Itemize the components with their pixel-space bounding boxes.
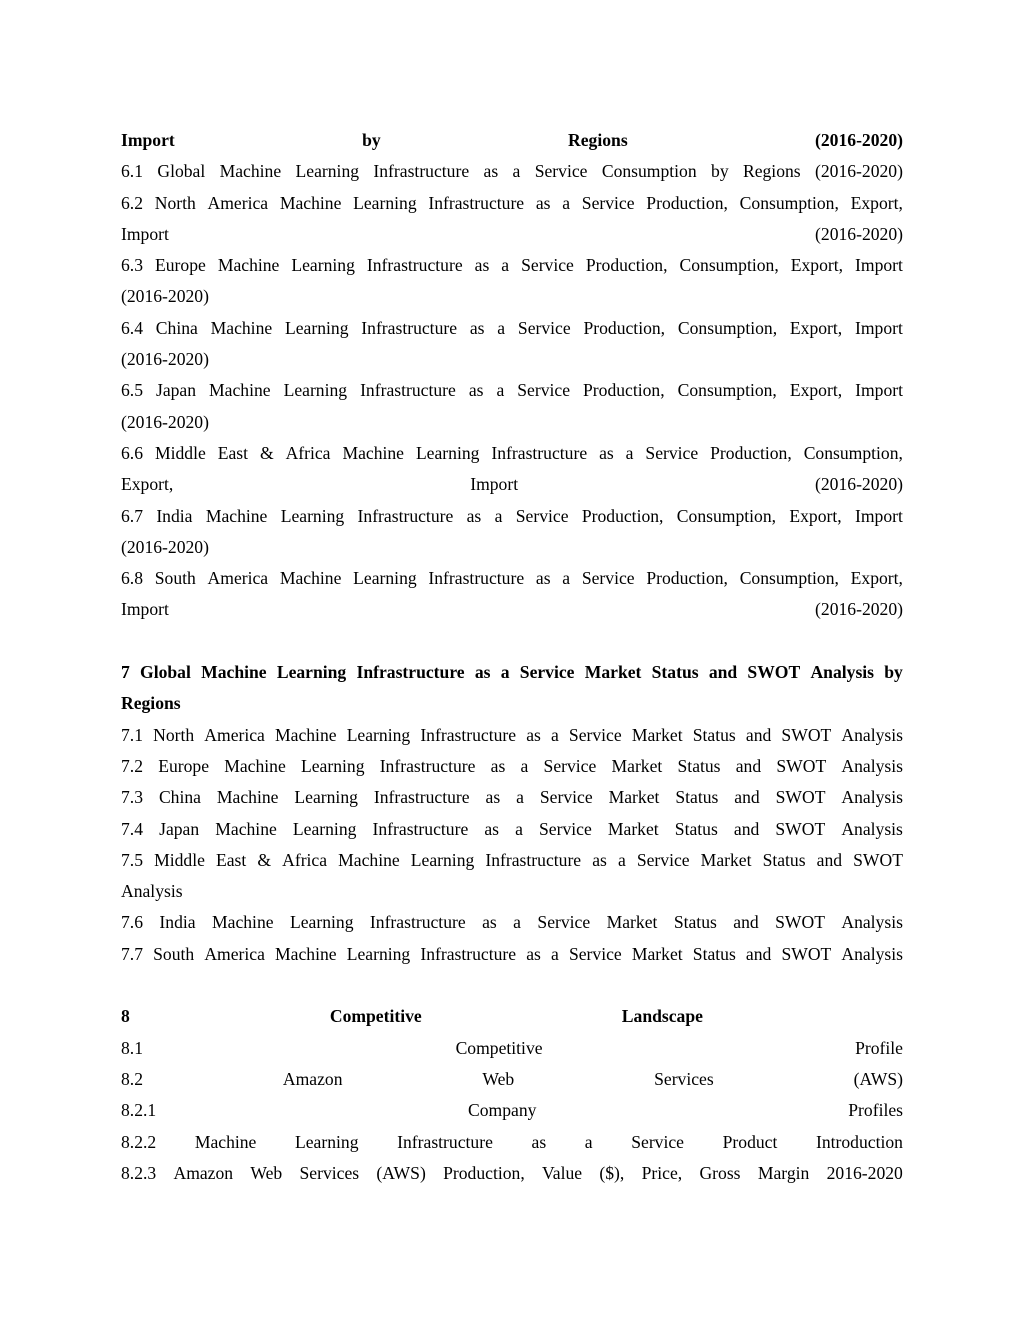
toc-word: South	[153, 943, 195, 964]
toc-line	[121, 1095, 903, 1126]
toc-word: Learning	[284, 317, 349, 338]
table-of-contents	[121, 125, 903, 1189]
toc-word: Infrastructure	[356, 662, 465, 683]
toc-word: 6.1	[121, 161, 143, 182]
toc-word: Service	[636, 849, 690, 870]
toc-line: (2016-2020)	[121, 411, 209, 432]
toc-line	[121, 1127, 903, 1158]
toc-word: India	[156, 505, 193, 526]
toc-word: Consumption,	[679, 255, 779, 276]
toc-word: and	[816, 849, 843, 870]
toc-word: Middle	[154, 442, 206, 463]
toc-word: Production,	[646, 192, 728, 213]
toc-word: Machine	[194, 1131, 257, 1152]
toc-word: as	[485, 787, 501, 808]
toc-word: 8	[121, 1006, 130, 1027]
toc-word: Consumption,	[677, 317, 778, 338]
toc-line	[121, 563, 903, 594]
toc-word: China	[155, 317, 198, 338]
toc-word: Learning	[415, 442, 480, 463]
toc-word: 7.4	[121, 818, 143, 839]
toc-word: Status	[673, 912, 717, 933]
toc-word: Price,	[641, 1162, 683, 1183]
toc-word: 2016-2020	[826, 1162, 903, 1183]
toc-word: (AWS)	[376, 1162, 426, 1183]
toc-word: Service	[645, 442, 699, 463]
toc-word: Consumption,	[676, 505, 777, 526]
toc-word: America	[207, 568, 269, 589]
toc-word: Analysis	[810, 662, 875, 683]
toc-word: Production,	[585, 255, 668, 276]
toc-word: &	[259, 442, 274, 463]
toc-word: 6.5	[121, 380, 143, 401]
toc-word: Analysis	[841, 787, 903, 808]
toc-word: a	[562, 192, 571, 213]
toc-word: Status	[675, 787, 719, 808]
toc-word: Global	[157, 161, 206, 182]
toc-line: (2016-2020)	[121, 286, 209, 307]
toc-word: Service	[539, 787, 593, 808]
toc-word: as	[526, 943, 541, 964]
toc-word: Import	[470, 474, 519, 495]
toc-word: Machine	[212, 912, 274, 933]
toc-word: Africa	[285, 442, 331, 463]
toc-word: a	[551, 943, 559, 964]
toc-word: Machine	[209, 380, 271, 401]
toc-word: East	[215, 849, 247, 870]
toc-word: Market	[631, 724, 683, 745]
toc-word: Export,	[789, 317, 843, 338]
toc-line: (2016-2020)	[121, 536, 209, 557]
section-heading	[121, 1001, 903, 1032]
toc-word: Machine	[224, 755, 286, 776]
toc-word: a	[516, 787, 524, 808]
toc-word: Learning	[280, 505, 345, 526]
toc-word: China	[158, 787, 201, 808]
toc-word: Consumption,	[803, 442, 903, 463]
toc-word: Web	[482, 1068, 515, 1089]
toc-word: Machine	[201, 662, 267, 683]
toc-line: Analysis	[121, 881, 183, 902]
toc-word: Market	[631, 943, 683, 964]
toc-word: America	[204, 943, 265, 964]
toc-word: Infrastructure	[357, 505, 454, 526]
toc-word: 7	[121, 662, 130, 683]
toc-word: and	[745, 724, 772, 745]
toc-word: 7.2	[121, 755, 143, 776]
toc-word: Learning	[294, 787, 358, 808]
toc-word: Production,	[583, 380, 665, 401]
toc-word: 8.2.3	[121, 1162, 157, 1183]
toc-word: and	[733, 818, 760, 839]
section-spacer	[121, 970, 903, 1001]
toc-word: Africa	[282, 849, 328, 870]
toc-word: (2016-2020)	[815, 130, 903, 150]
toc-word: Analysis	[841, 818, 903, 839]
toc-word: North	[154, 192, 196, 213]
toc-word: a	[500, 662, 510, 683]
toc-word: (2016-2020)	[815, 474, 903, 495]
toc-word: as	[474, 662, 491, 683]
toc-word: Service	[537, 912, 591, 933]
toc-word: Market	[700, 849, 752, 870]
toc-word: as	[474, 255, 490, 276]
section-spacer	[121, 626, 903, 657]
toc-word: a	[497, 317, 506, 338]
toc-line	[121, 1033, 903, 1064]
toc-word: Analysis	[841, 943, 903, 964]
toc-word: Service	[568, 943, 622, 964]
toc-word: Export,	[789, 380, 843, 401]
toc-word: Amazon	[173, 1162, 234, 1183]
toc-word: Learning	[295, 1131, 359, 1152]
toc-word: Learning	[283, 380, 348, 401]
toc-word: as	[482, 912, 497, 933]
toc-word: Learning	[353, 568, 417, 589]
toc-word: Competitive	[455, 1037, 543, 1058]
toc-line	[121, 782, 903, 813]
toc-line	[121, 250, 903, 281]
toc-word: Import	[855, 255, 903, 276]
toc-word: SWOT	[781, 724, 832, 745]
toc-word: Product	[722, 1131, 778, 1152]
toc-word: Infrastructure	[491, 442, 588, 463]
toc-word: SWOT	[775, 787, 826, 808]
toc-word: as	[466, 505, 482, 526]
toc-word: ($),	[599, 1162, 625, 1183]
toc-word: and	[733, 912, 759, 933]
toc-word: Import	[855, 317, 903, 338]
toc-word: Machine	[279, 192, 342, 213]
toc-word: 6.3	[121, 255, 143, 276]
toc-word: Infrastructure	[372, 818, 469, 839]
toc-word: Regions	[568, 130, 628, 150]
toc-word: Infrastructure	[485, 849, 582, 870]
toc-word: East	[217, 442, 248, 463]
toc-word: as	[599, 442, 614, 463]
toc-word: Machine	[217, 255, 280, 276]
toc-word: 8.1	[121, 1037, 143, 1058]
toc-line	[121, 845, 903, 876]
toc-word: Infrastructure	[366, 255, 463, 276]
toc-word: Europe	[158, 755, 210, 776]
toc-word: Import	[121, 599, 169, 620]
toc-line	[121, 720, 903, 751]
toc-word: as	[526, 724, 541, 745]
toc-word: as	[469, 317, 485, 338]
toc-word: Machine	[215, 818, 277, 839]
toc-word: 7.1	[121, 724, 143, 745]
toc-word: Machine	[210, 317, 273, 338]
toc-line	[121, 751, 903, 782]
toc-word: 7.5	[121, 849, 143, 870]
toc-word: as	[592, 849, 607, 870]
toc-word: Status	[762, 849, 806, 870]
toc-word: South	[154, 568, 196, 589]
toc-word: Learning	[276, 662, 347, 683]
section-heading	[121, 657, 903, 688]
toc-word: Service	[515, 505, 569, 526]
toc-word: 6.4	[121, 317, 143, 338]
toc-word: SWOT	[775, 818, 826, 839]
toc-word: Export,	[850, 568, 903, 589]
toc-word: Import	[121, 130, 175, 150]
toc-word: as	[484, 818, 500, 839]
toc-word: as	[490, 755, 506, 776]
toc-word: Machine	[275, 724, 337, 745]
toc-word: Production,	[710, 442, 792, 463]
toc-word: a	[501, 255, 510, 276]
toc-word: as	[531, 1131, 547, 1152]
toc-word: by	[711, 161, 729, 182]
toc-word: 7.3	[121, 787, 143, 808]
toc-word: (2016-2020)	[815, 223, 903, 244]
toc-word: (AWS)	[853, 1068, 903, 1089]
toc-word: Service	[521, 255, 574, 276]
toc-word: Infrastructure	[428, 192, 525, 213]
toc-word: a	[520, 755, 529, 776]
toc-word: Infrastructure	[361, 317, 458, 338]
toc-word: Machine	[219, 161, 282, 182]
toc-word: Market	[584, 662, 642, 683]
toc-word: Service	[519, 662, 575, 683]
toc-word: &	[257, 849, 272, 870]
toc-word: Margin	[757, 1162, 810, 1183]
toc-word: Competitive	[329, 1006, 422, 1027]
toc-word: 6.7	[121, 505, 143, 526]
toc-word: Amazon	[282, 1068, 343, 1089]
toc-word: Status	[651, 662, 699, 683]
toc-word: Service	[631, 1131, 684, 1152]
toc-word: Service	[517, 317, 571, 338]
toc-word: Export,	[790, 255, 844, 276]
toc-word: 8.2	[121, 1068, 143, 1089]
toc-word: Europe	[155, 255, 206, 276]
toc-word: a	[494, 505, 503, 526]
toc-word: a	[584, 1131, 593, 1152]
toc-word: Consumption,	[739, 568, 839, 589]
toc-word: by	[362, 130, 381, 150]
toc-word: Company	[468, 1100, 537, 1121]
toc-word: Infrastructure	[360, 380, 456, 401]
toc-word: Infrastructure	[373, 161, 470, 182]
toc-word: SWOT	[776, 755, 827, 776]
toc-word: 8.2.2	[121, 1131, 157, 1152]
toc-word: Analysis	[841, 755, 903, 776]
toc-word: Infrastructure	[397, 1131, 493, 1152]
toc-word: Learning	[346, 943, 411, 964]
toc-word: as	[483, 161, 499, 182]
toc-word: Export,	[850, 192, 903, 213]
toc-word: Global	[140, 662, 191, 683]
toc-word: Learning	[300, 755, 365, 776]
toc-word: Web	[250, 1162, 283, 1183]
toc-word: Infrastructure	[369, 912, 466, 933]
toc-word: Landscape	[621, 1006, 703, 1027]
toc-word: SWOT	[747, 662, 801, 683]
toc-word: and	[735, 755, 762, 776]
toc-word: 7.7	[121, 943, 143, 964]
toc-word: 6.6	[121, 442, 143, 463]
toc-word: SWOT	[853, 849, 903, 870]
toc-word: Profiles	[848, 1100, 903, 1121]
toc-line	[121, 1064, 903, 1095]
toc-line	[121, 814, 903, 845]
toc-word: Infrastructure	[428, 568, 525, 589]
toc-word: America	[207, 192, 269, 213]
toc-word: Learning	[292, 818, 357, 839]
toc-line	[121, 125, 903, 156]
toc-word: Market	[606, 912, 658, 933]
toc-word: Consumption	[601, 161, 697, 182]
toc-word: Infrastructure	[420, 943, 517, 964]
toc-line	[121, 219, 903, 250]
toc-word: Regions	[742, 161, 801, 182]
toc-word: 6.8	[121, 568, 143, 589]
toc-word: Analysis	[841, 724, 903, 745]
toc-word: Learning	[291, 255, 355, 276]
toc-word: India	[159, 912, 196, 933]
toc-word: a	[513, 912, 521, 933]
toc-word: Analysis	[841, 912, 903, 933]
toc-line: (2016-2020)	[121, 349, 209, 370]
toc-word: Learning	[295, 161, 360, 182]
toc-word: a	[512, 161, 521, 182]
toc-word: and	[734, 787, 760, 808]
toc-word: Infrastructure	[420, 724, 517, 745]
toc-word: Service	[581, 192, 635, 213]
toc-word: 6.2	[121, 192, 143, 213]
toc-word: Learning	[353, 192, 417, 213]
toc-word: Production,	[583, 317, 666, 338]
toc-word: Status	[677, 755, 721, 776]
toc-word: Machine	[338, 849, 400, 870]
toc-line	[121, 156, 903, 187]
toc-word: and	[745, 943, 772, 964]
toc-line	[121, 501, 903, 532]
toc-word: Production,	[581, 505, 664, 526]
toc-word: a	[515, 818, 523, 839]
toc-word: (2016-2020)	[815, 599, 903, 620]
toc-word: Infrastructure	[379, 755, 476, 776]
toc-line	[121, 1158, 903, 1189]
toc-word: Status	[692, 943, 736, 964]
toc-word: as	[535, 192, 551, 213]
toc-word: by	[884, 662, 903, 683]
toc-word: 7.6	[121, 912, 143, 933]
toc-word: Machine	[205, 505, 268, 526]
toc-word: Service	[568, 724, 622, 745]
toc-word: Middle	[154, 849, 205, 870]
toc-word: Production,	[443, 1162, 525, 1183]
toc-word: Machine	[342, 442, 404, 463]
toc-word: America	[204, 724, 265, 745]
toc-word: as	[468, 380, 484, 401]
section-heading-continuation: Regions	[121, 693, 181, 714]
toc-word: Export,	[121, 474, 174, 495]
toc-word: Market	[611, 755, 663, 776]
toc-word: Learning	[346, 724, 411, 745]
toc-word: Japan	[155, 380, 197, 401]
toc-word: Market	[607, 818, 659, 839]
toc-word: Value	[542, 1162, 583, 1183]
toc-word: and	[708, 662, 738, 683]
toc-word: Service	[517, 380, 571, 401]
toc-word: Services	[299, 1162, 360, 1183]
toc-word: Machine	[275, 943, 337, 964]
toc-word: Services	[654, 1068, 714, 1089]
toc-word: a	[562, 568, 571, 589]
toc-line	[121, 939, 903, 970]
toc-word: SWOT	[775, 912, 825, 933]
toc-line	[121, 375, 903, 406]
toc-word: a	[617, 849, 626, 870]
toc-line	[121, 313, 903, 344]
toc-word: Status	[692, 724, 736, 745]
toc-word: (2016-2020)	[815, 161, 903, 182]
toc-word: Learning	[289, 912, 354, 933]
toc-word: Market	[608, 787, 660, 808]
toc-word: SWOT	[781, 943, 832, 964]
toc-line	[121, 438, 903, 469]
toc-word: Service	[543, 755, 597, 776]
toc-word: Import	[854, 505, 903, 526]
toc-word: Consumption,	[677, 380, 777, 401]
toc-word: Introduction	[815, 1131, 903, 1152]
toc-word: North	[153, 724, 195, 745]
toc-word: Learning	[410, 849, 475, 870]
toc-line	[121, 188, 903, 219]
toc-word: Service	[581, 568, 635, 589]
toc-line	[121, 907, 903, 938]
toc-word: Export,	[789, 505, 842, 526]
toc-word: Import	[121, 223, 169, 244]
toc-word: Japan	[159, 818, 200, 839]
toc-word: Profile	[855, 1037, 903, 1058]
toc-word: Machine	[279, 568, 342, 589]
toc-word: Machine	[216, 787, 279, 808]
toc-word: a	[625, 442, 634, 463]
toc-word: Service	[539, 818, 592, 839]
toc-word: Import	[855, 380, 903, 401]
toc-word: Consumption,	[739, 192, 839, 213]
toc-word: a	[550, 724, 559, 745]
toc-line	[121, 469, 903, 500]
toc-word: Production,	[646, 568, 728, 589]
toc-word: Status	[674, 818, 718, 839]
toc-word: 8.2.1	[121, 1100, 157, 1121]
toc-word: Infrastructure	[373, 787, 470, 808]
toc-line	[121, 594, 903, 625]
toc-word: as	[535, 568, 551, 589]
toc-word: a	[496, 380, 505, 401]
toc-word: Service	[534, 161, 588, 182]
toc-word: Gross	[699, 1162, 741, 1183]
